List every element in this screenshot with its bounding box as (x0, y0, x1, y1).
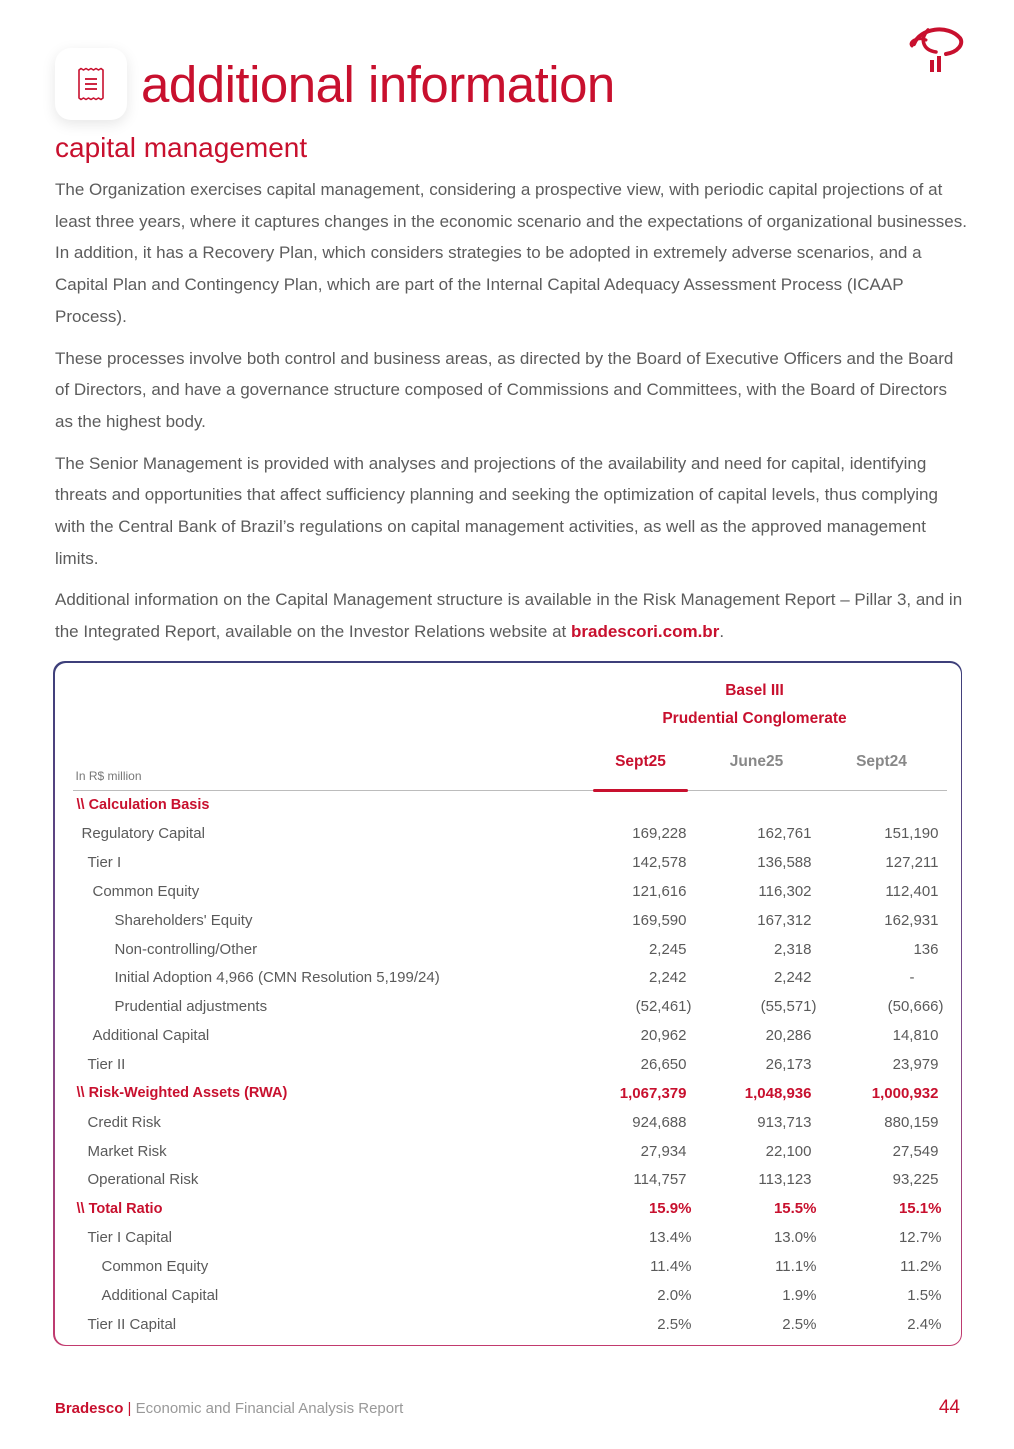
row-label: Credit Risk (87, 1113, 161, 1131)
cell-sept24: 14,810 (892, 1027, 939, 1045)
table-row (55, 992, 961, 1021)
table-row (55, 877, 961, 906)
cell-sept25: 142,578 (632, 854, 687, 872)
table-group-title: Basel III (725, 681, 784, 699)
cell-sept25: 121,616 (632, 882, 687, 900)
table-row (55, 1137, 961, 1166)
cell-sept25: 2.5% (657, 1315, 692, 1333)
paragraph-with-link (55, 584, 967, 647)
row-label: Regulatory Capital (81, 825, 205, 843)
cell-june25: 2,318 (773, 940, 812, 958)
cell-sept24: 880,159 (884, 1113, 939, 1131)
footer-separator: | (127, 1400, 132, 1417)
cell-sept24: 127,211 (885, 854, 939, 872)
table-row (55, 1310, 961, 1339)
table-group-subtitle: Prudential Conglomerate (662, 709, 847, 727)
table-section-row (55, 1194, 961, 1223)
cell-june25: 167,312 (757, 911, 812, 929)
row-label: Tier II (87, 1056, 126, 1074)
row-label: Additional Capital (92, 1027, 210, 1045)
cell-sept24: 93,225 (892, 1171, 939, 1189)
row-label: Prudential adjustments (114, 998, 268, 1016)
table-row (55, 1108, 961, 1137)
cell-sept25: (52,461) (635, 998, 692, 1016)
cell-june25: 26,173 (765, 1056, 812, 1074)
page-number: 44 (938, 1397, 960, 1418)
cell-sept24: 162,931 (884, 911, 939, 929)
cell-june25: 22,100 (765, 1142, 812, 1160)
body-text (55, 174, 967, 658)
row-label: Operational Risk (87, 1171, 199, 1189)
cell-sept25: 2,242 (648, 969, 687, 987)
cell-sept24: (50,666) (887, 998, 944, 1016)
cell-sept24: 1,000,932 (871, 1084, 939, 1102)
cell-sept24: 11.2% (900, 1257, 942, 1275)
footer (55, 1400, 403, 1417)
table-row (55, 1281, 961, 1310)
row-label: Non-controlling/Other (114, 940, 258, 958)
row-label: Additional Capital (101, 1286, 219, 1304)
unit-label: In R$ million (75, 768, 142, 783)
row-label: Tier I Capital (87, 1229, 172, 1247)
table-row (55, 1165, 961, 1194)
cell-sept25: 26,650 (640, 1056, 687, 1074)
cell-sept24: 151,190 (884, 825, 939, 843)
table-row (55, 819, 961, 848)
table-section-row (55, 1079, 961, 1108)
page-header (55, 48, 615, 120)
table-row (55, 1050, 961, 1079)
footer-brand: Bradesco (55, 1400, 124, 1417)
column-header-sept24: Sept24 (856, 752, 907, 770)
cell-sept25: 27,934 (640, 1142, 687, 1160)
cell-sept25: 15.9% (648, 1200, 692, 1218)
cell-sept24: 2.4% (907, 1315, 942, 1333)
capital-table-card (53, 661, 962, 1346)
cell-june25: 1.9% (782, 1286, 817, 1304)
cell-june25: 136,588 (757, 854, 812, 872)
cell-sept24: 27,549 (892, 1142, 939, 1160)
row-label: Common Equity (92, 882, 200, 900)
cell-sept24: 112,401 (885, 882, 939, 900)
cell-june25: 15.5% (773, 1200, 817, 1218)
cell-sept25: 169,590 (632, 911, 687, 929)
investor-relations-link[interactable]: bradescori.com.br (570, 622, 720, 642)
footer-report-title: Economic and Financial Analysis Report (135, 1400, 404, 1417)
cell-sept24: 23,979 (892, 1056, 939, 1074)
column-header-sept25: Sept25 (615, 752, 666, 770)
row-label: Tier II Capital (87, 1315, 177, 1333)
cell-june25: 2,242 (773, 969, 812, 987)
row-label: Common Equity (101, 1257, 209, 1275)
cell-june25: 113,123 (758, 1171, 812, 1189)
cell-sept25: 2.0% (657, 1286, 692, 1304)
cell-sept24: 15.1% (898, 1200, 942, 1218)
section-title: capital management (55, 132, 308, 163)
cell-sept25: 169,228 (632, 825, 687, 843)
bradesco-logo-icon (906, 22, 966, 74)
cell-sept24: 1.5% (907, 1286, 942, 1304)
table-row (55, 906, 961, 935)
cell-june25: 2.5% (782, 1315, 817, 1333)
cell-sept25: 924,688 (632, 1113, 687, 1131)
cell-june25: 11.1% (775, 1257, 817, 1275)
header-icon-box (55, 48, 127, 120)
cell-june25: 913,713 (757, 1113, 812, 1131)
cell-june25: 162,761 (757, 825, 812, 843)
table-row (55, 1223, 961, 1252)
table-row (55, 848, 961, 877)
cell-sept25: 1,067,379 (619, 1084, 687, 1102)
capital-table (55, 663, 961, 1345)
column-header-june25: June25 (729, 752, 784, 770)
row-label: \\ Calculation Basis (76, 796, 210, 813)
row-label: Initial Adoption 4,966 (CMN Resolution 5,199/24) (114, 969, 440, 987)
table-row (55, 935, 961, 964)
cell-sept24: 12.7% (898, 1229, 942, 1247)
cell-sept25: 2,245 (648, 940, 687, 958)
cell-sept25: 13.4% (648, 1229, 692, 1247)
receipt-icon (76, 67, 106, 101)
table-row (55, 964, 961, 993)
cell-june25: 1,048,936 (744, 1084, 812, 1102)
table-row (55, 1252, 961, 1281)
table-body (55, 791, 961, 1339)
cell-sept25: 20,962 (640, 1027, 687, 1045)
row-label: \\ Total Ratio (76, 1200, 163, 1217)
cell-sept25: 114,757 (633, 1171, 687, 1189)
paragraph-end: . (719, 622, 725, 642)
cell-june25: (55,571) (760, 998, 817, 1016)
cell-june25: 20,286 (765, 1027, 812, 1045)
cell-june25: 13.0% (773, 1229, 817, 1247)
cell-sept24: - (909, 969, 915, 987)
row-label: \\ Risk-Weighted Assets (RWA) (76, 1085, 288, 1102)
row-label: Tier I (87, 854, 122, 872)
row-label: Market Risk (87, 1142, 167, 1160)
table-section-row (55, 791, 961, 820)
paragraph-text: Additional information on the Capital Management structure is available in the Risk Management Report – Pillar 3, and in the Integrated Report, available on the Investor Relations website at (55, 590, 963, 642)
table-row (55, 1021, 961, 1050)
cell-sept24: 136 (913, 940, 939, 958)
paragraph: These processes involve both control and business areas, as directed by the Board of Executive Officers and the Board of Directors, and have a governance structure composed of Commissions and Committees, with the Board of Directors as the highest body. (55, 348, 954, 431)
cell-sept25: 11.4% (650, 1257, 692, 1275)
cell-june25: 116,302 (758, 882, 812, 900)
row-label: Shareholders' Equity (114, 911, 253, 929)
page-title: additional information (141, 55, 615, 113)
paragraph: The Senior Management is provided with analyses and projections of the availability and need for capital, identifying threats and opportunities that affect sufficiency planning and seeking the optimization of capital levels, thus complying with the Central Bank of Brazil’s regulations on capital management activities, as well as the approved management limits. (55, 453, 938, 568)
paragraph: The Organization exercises capital management, considering a prospective view, with periodic capital projections of at least three years, where it captures changes in the economic scenario and the expectations of organizational businesses. In addition, it has a Recovery Plan, which considers strategies to be adopted in extremely adverse scenarios, and a Capital Plan and Contingency Plan, which are part of the Internal Capital Adequacy Assessment Process (ICAAP Process). (55, 180, 967, 326)
